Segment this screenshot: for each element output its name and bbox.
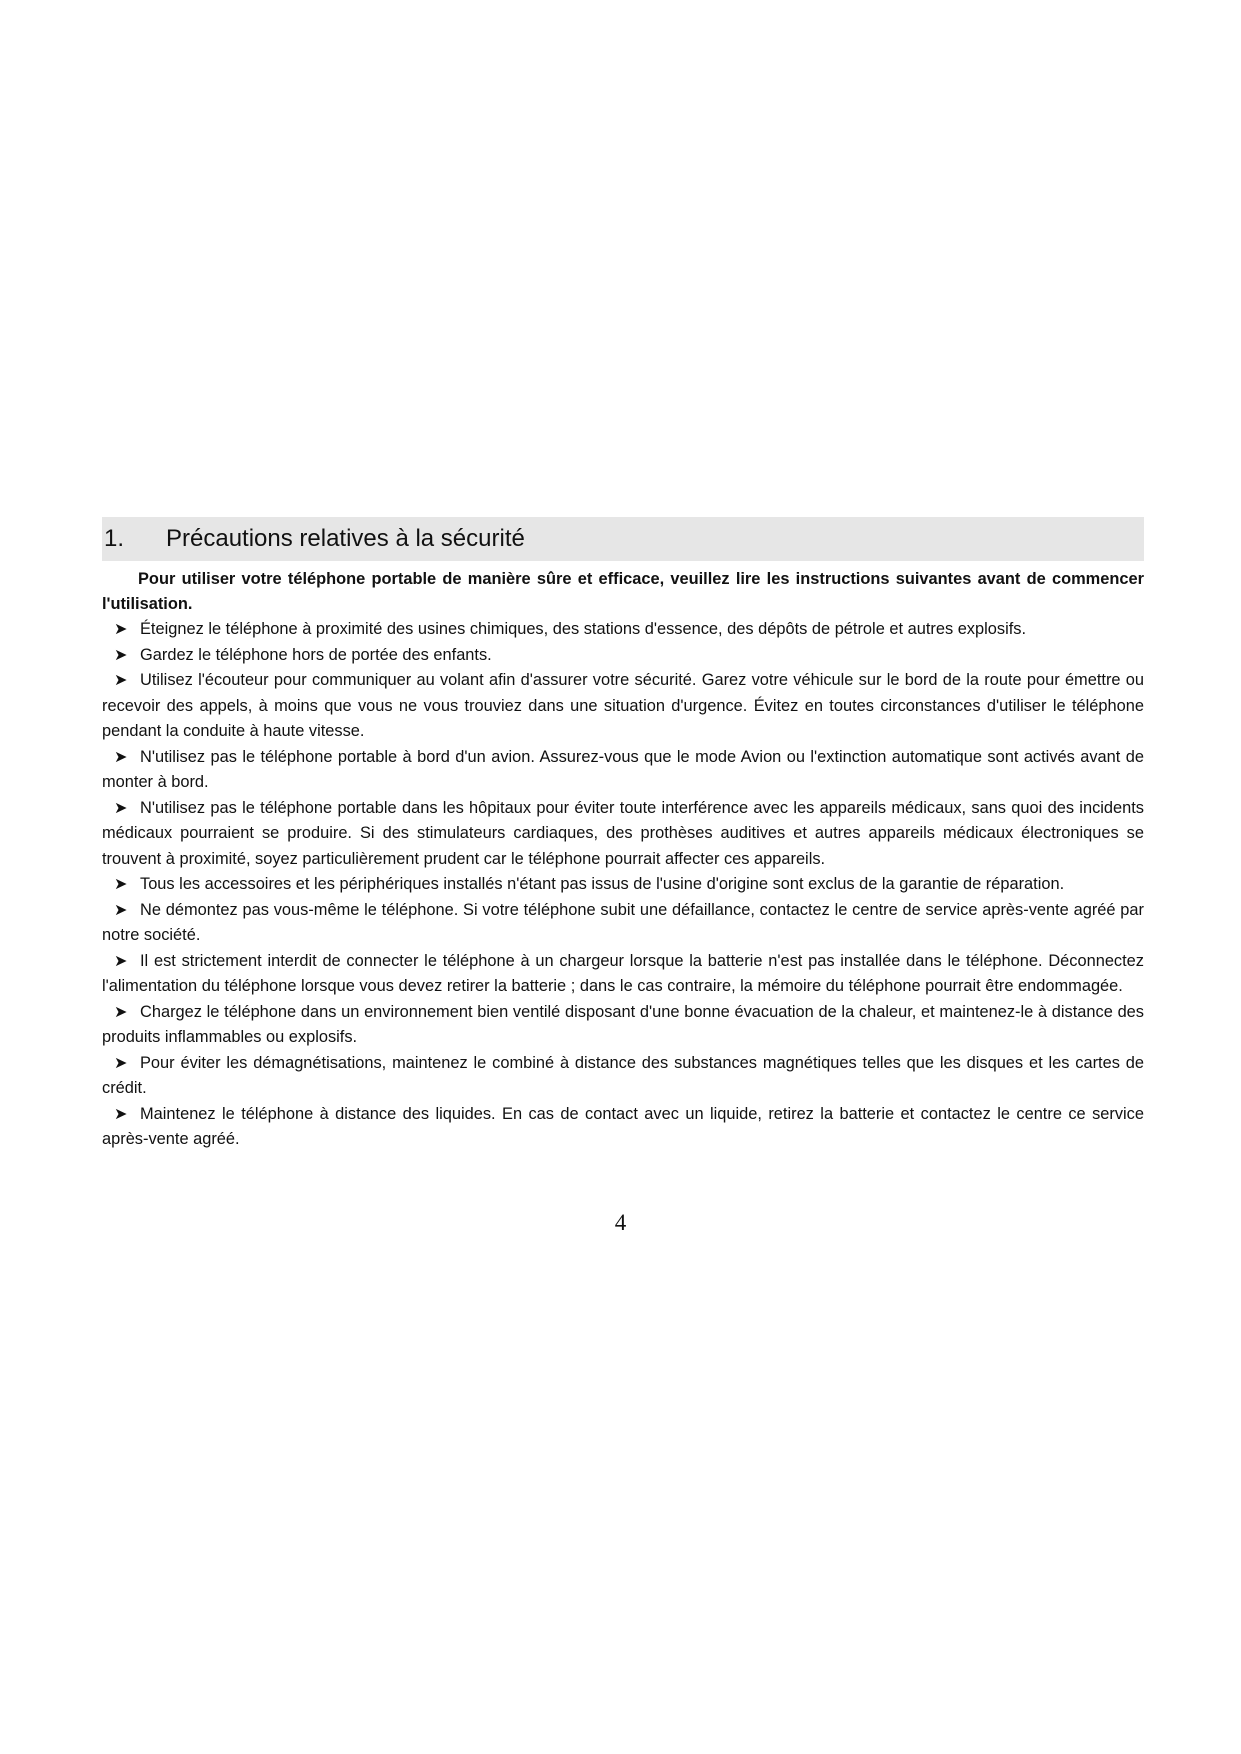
arrow-bullet-icon: ➤ [114,901,128,919]
arrow-bullet-icon: ➤ [114,952,128,970]
list-item [102,1102,1144,1153]
arrow-bullet-icon: ➤ [114,1003,128,1021]
list-item [102,643,1144,669]
arrow-bullet-icon: ➤ [114,799,128,817]
list-item-text: Éteignez le téléphone à proximité des usines chimiques, des stations d'essence, des dépôts de pétrole et autres explosifs. [140,620,1027,638]
arrow-bullet-icon: ➤ [114,748,128,766]
section-title: Précautions relatives à la sécurité [166,525,525,552]
list-item-text: Gardez le téléphone hors de portée des enfants. [140,645,492,664]
list-item-text: Ne démontez pas vous-même le téléphone. Si votre téléphone subit une défaillance, contactez le centre de service après-vente agréé par notre société. [102,900,1144,944]
arrow-bullet-icon: ➤ [114,646,128,664]
list-item [102,617,1144,643]
list-item-text: N'utilisez pas le téléphone portable à bord d'un avion. Assurez-vous que le mode Avion ou l'extinction automatique sont activés avant de monter à bord. [102,747,1144,791]
arrow-bullet-icon: ➤ [114,1054,128,1072]
section-number: 1. [104,525,125,552]
list-item [102,898,1144,949]
arrow-bullet-icon: ➤ [114,672,128,689]
list-item [102,872,1144,898]
list-item-text: N'utilisez pas le téléphone portable dans les hôpitaux pour éviter toute interférence avec les appareils médicaux, sans quoi des incidents médicaux pourraient se produire. Si des stimulateurs cardiaques, des prothèses auditives et autres appareils médicaux électroniques se trouvent à proximité, soyez particulièrement prudent car le téléphone pourrait affecter ces appareils. [102,798,1144,868]
arrow-bullet-icon: ➤ [114,1105,128,1123]
list-item [102,796,1144,873]
arrow-bullet-icon: ➤ [114,621,128,638]
list-item [102,1051,1144,1102]
list-item-text: Tous les accessoires et les périphériques installés n'étant pas issus de l'usine d'origine sont exclus de la garantie de réparation. [140,875,1065,893]
list-item-text: Il est strictement interdit de connecter le téléphone à un chargeur lorsque la batterie n'est pas installée dans le téléphone. Déconnectez l'alimentation du téléphone lorsque vous devez retirer la batterie ; dans le cas contraire, la mémoire du téléphone pourrait être endommagée. [102,951,1144,995]
list-item [102,668,1144,745]
document-body [102,517,1144,1153]
section-heading [102,517,1144,561]
list-item-text: Maintenez le téléphone à distance des liquides. En cas de contact avec un liquide, retirez la batterie et contactez le centre ce service après-vente agréé. [102,1104,1144,1148]
page-number: 4 [614,1210,627,1235]
list-item [102,745,1144,796]
list-item-text: Chargez le téléphone dans un environnement bien ventilé disposant d'une bonne évacuation de la chaleur, et maintenez-le à distance des produits inflammables ou explosifs. [102,1002,1144,1046]
arrow-bullet-icon: ➤ [114,876,128,893]
list-item-text: Pour éviter les démagnétisations, maintenez le combiné à distance des substances magnétiques telles que les disques et les cartes de crédit. [102,1053,1144,1097]
intro-paragraph: Pour utiliser votre téléphone portable de manière sûre et efficace, veuillez lire les instructions suivantes avant de commencer l'utilisation. [102,570,1144,613]
list-item [102,949,1144,1000]
list-item [102,1000,1144,1051]
list-item-text: Utilisez l'écouteur pour communiquer au volant afin d'assurer votre sécurité. Garez votre véhicule sur le bord de la route pour émettre ou recevoir des appels, à moins que vous ne vous trouviez dans une situation d'urgence. Évitez en toutes circonstances d'utiliser le téléphone pendant la conduite à haute vitesse. [102,671,1144,740]
